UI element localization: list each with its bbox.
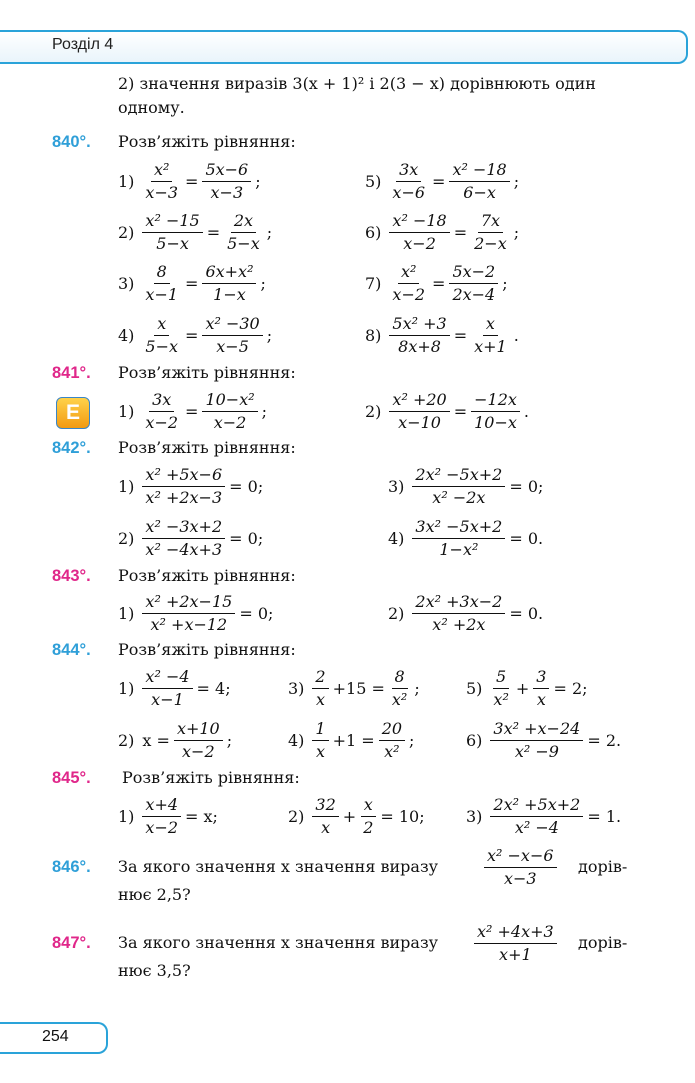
numerator: 2x² +3x−2 <box>412 593 505 614</box>
numerator: 32 <box>312 796 338 817</box>
denominator: x−3 <box>210 182 244 202</box>
denominator: 8x+8 <box>398 336 441 356</box>
fraction <box>471 391 520 432</box>
equation <box>118 716 234 764</box>
operator: = 2; <box>553 678 588 698</box>
denominator: x <box>316 689 326 709</box>
problem-prompt-845: Розв’яжіть рівняння: <box>122 768 300 787</box>
item-label: 3) <box>288 678 305 698</box>
denominator: x−6 <box>392 182 426 202</box>
fraction <box>449 161 509 202</box>
problem-prompt-841: Розв’яжіть рівняння: <box>118 363 296 382</box>
fraction <box>389 668 410 709</box>
numerator: −12x <box>471 391 520 412</box>
denominator: x−2 <box>145 817 179 837</box>
problem-text-846-end: дорів- <box>578 857 628 876</box>
fraction <box>174 720 223 761</box>
equation <box>118 259 268 307</box>
numerator: x² +5x−6 <box>142 466 225 487</box>
item-label: 4) <box>388 528 405 548</box>
equation <box>118 664 233 712</box>
fraction <box>379 720 405 761</box>
equation <box>388 462 545 510</box>
equation <box>365 387 531 435</box>
operator: + <box>342 806 357 826</box>
operator: = <box>185 171 199 191</box>
numerator: x² −18 <box>389 212 449 233</box>
fraction <box>202 391 257 432</box>
equation <box>388 589 545 637</box>
problem-text-847-end: дорів- <box>578 933 628 952</box>
operator: = 4; <box>196 678 231 698</box>
fraction <box>389 161 428 202</box>
section-title: Розділ 4 <box>52 36 114 53</box>
fraction <box>142 315 181 356</box>
problem-prompt-844: Розв’яжіть рівняння: <box>118 640 296 659</box>
denominator: x−2 <box>392 284 426 304</box>
fraction <box>471 212 510 253</box>
fraction <box>142 161 181 202</box>
item-label: 1) <box>118 603 135 623</box>
operator: ; <box>502 273 508 293</box>
numerator: 3 <box>533 668 549 689</box>
numerator: 2x² −5x+2 <box>412 466 505 487</box>
denominator: x² −2x <box>432 487 486 507</box>
denominator: x² +x−12 <box>150 614 228 634</box>
numerator: 10−x² <box>202 391 257 412</box>
problem-number-847: 847°. <box>52 934 91 952</box>
problem-number-841: 841°. <box>52 364 91 382</box>
problem-number-842: 842°. <box>52 439 91 457</box>
operator: +1 = <box>332 730 375 750</box>
numerator: x² −15 <box>142 212 202 233</box>
equation <box>466 716 623 764</box>
denominator: 1−x² <box>439 539 479 559</box>
operator: . <box>523 401 530 421</box>
fraction <box>412 518 505 559</box>
denominator: 1−x <box>213 284 246 304</box>
problem-number-844: 844°. <box>52 641 91 659</box>
numerator: 2x <box>231 212 256 233</box>
fraction <box>360 796 376 837</box>
problem-number-840: 840°. <box>52 133 91 151</box>
item-label: 6) <box>365 222 382 242</box>
operator: . <box>513 325 519 345</box>
operator: = <box>185 273 199 293</box>
numerator: 5x² +3 <box>389 315 449 336</box>
numerator: 3x² −5x+2 <box>412 518 505 539</box>
item-label: 2) <box>118 222 135 242</box>
denominator: x² <box>391 689 408 709</box>
equation <box>365 259 510 307</box>
equation <box>365 208 521 256</box>
denominator: 2 <box>363 817 374 837</box>
item-label: 2) <box>118 730 135 750</box>
problem-text-846: За якого значення x значення виразу <box>118 857 439 876</box>
operator: ; <box>260 273 266 293</box>
fraction <box>142 391 181 432</box>
item-label: 7) <box>365 273 382 293</box>
item-label: 4) <box>118 325 135 345</box>
page-number: 254 <box>42 1028 69 1045</box>
numerator: x+4 <box>142 796 181 817</box>
numerator: x² −3x+2 <box>142 518 225 539</box>
numerator: 2 <box>312 668 328 689</box>
equation <box>118 462 265 510</box>
item-label: 4) <box>288 730 305 750</box>
numerator: x² −x−6 <box>484 847 557 868</box>
denominator: x² +2x <box>432 614 486 634</box>
e-badge-icon: E <box>56 397 90 429</box>
numerator: 8 <box>392 668 408 689</box>
denominator: 10−x <box>474 412 517 432</box>
denominator: x <box>316 741 326 761</box>
item-label: 1) <box>118 476 135 496</box>
numerator: x <box>483 315 498 336</box>
fraction <box>142 518 225 559</box>
problem-number-845: 845°. <box>52 769 91 787</box>
operator: = 0; <box>509 476 544 496</box>
fraction <box>142 668 192 709</box>
intro-line-1: 2) значення виразів 3(x + 1)² і 2(3 − x) дорівнюють один <box>118 74 596 93</box>
denominator: 5−x <box>156 233 189 253</box>
denominator: x−2 <box>403 233 436 253</box>
denominator: x² +2x−3 <box>145 487 223 507</box>
operator: = <box>185 325 199 345</box>
fraction <box>202 161 251 202</box>
fraction <box>389 391 449 432</box>
operator: = x; <box>185 806 218 826</box>
operator: = 10; <box>380 806 425 826</box>
denominator: x <box>321 817 331 837</box>
operator: ; <box>226 730 233 750</box>
expression-fraction-847 <box>472 919 559 967</box>
denominator: 2−x <box>474 233 507 253</box>
item-label: 6) <box>466 730 483 750</box>
fraction <box>142 466 225 507</box>
operator: +15 = <box>332 678 385 698</box>
fraction <box>142 212 202 253</box>
equation <box>118 792 220 840</box>
problem-prompt-842: Розв’яжіть рівняння: <box>118 438 296 457</box>
equation <box>118 311 274 359</box>
numerator: 20 <box>379 720 405 741</box>
denominator: x−1 <box>145 284 179 304</box>
numerator: 7x <box>478 212 503 233</box>
fraction <box>412 593 505 634</box>
operator: x = <box>142 730 170 750</box>
operator: + <box>515 678 530 698</box>
denominator: x+1 <box>474 336 507 356</box>
equation <box>466 792 623 840</box>
denominator: x−2 <box>145 412 179 432</box>
operator: ; <box>266 222 273 242</box>
numerator: 8 <box>154 263 170 284</box>
problem-number-846: 846°. <box>52 858 91 876</box>
denominator: x−2 <box>213 412 247 432</box>
item-label: 8) <box>365 325 382 345</box>
operator: = <box>453 325 468 345</box>
operator: ; <box>409 730 415 750</box>
equation <box>118 208 274 256</box>
denominator: 6−x <box>463 182 496 202</box>
numerator: 2x² +5x+2 <box>490 796 583 817</box>
numerator: x+10 <box>174 720 223 741</box>
fraction <box>389 212 449 253</box>
denominator: x−5 <box>216 336 249 356</box>
operator: ; <box>513 222 520 242</box>
equation <box>118 387 269 435</box>
equation <box>365 311 521 359</box>
fraction <box>224 212 263 253</box>
fraction <box>312 668 328 709</box>
equation <box>288 792 427 840</box>
denominator: x−1 <box>151 689 184 709</box>
section-header <box>0 30 688 64</box>
fraction <box>412 466 505 507</box>
fraction <box>202 315 262 356</box>
problem-prompt-840: Розв’яжіть рівняння: <box>118 132 296 151</box>
fraction <box>389 263 428 304</box>
denominator: x² −4x+3 <box>145 539 223 559</box>
denominator: x−3 <box>503 868 537 888</box>
denominator: x−3 <box>145 182 179 202</box>
fraction <box>312 720 328 761</box>
equation <box>118 157 263 205</box>
item-label: 2) <box>365 401 382 421</box>
equation <box>288 716 416 764</box>
item-label: 5) <box>466 678 483 698</box>
problem-number-843: 843°. <box>52 567 91 585</box>
numerator: 3x² +x−24 <box>490 720 583 741</box>
operator: ; <box>513 171 520 191</box>
numerator: x² <box>398 263 419 284</box>
numerator: 5x−6 <box>202 161 251 182</box>
numerator: 3x <box>396 161 421 182</box>
operator: = 0; <box>229 528 264 548</box>
denominator: x² <box>384 741 400 761</box>
denominator: 5−x <box>227 233 260 253</box>
denominator: x² −4 <box>514 817 559 837</box>
operator: = 1. <box>587 806 622 826</box>
fraction <box>202 263 256 304</box>
operator: = <box>432 171 446 191</box>
fraction <box>533 668 549 709</box>
numerator: x <box>154 315 169 336</box>
item-label: 5) <box>365 171 382 191</box>
numerator: 5x−2 <box>449 263 498 284</box>
fraction <box>389 315 449 356</box>
equation <box>288 664 422 712</box>
operator: ; <box>414 678 420 698</box>
numerator: 5 <box>493 668 509 689</box>
numerator: x² −30 <box>202 315 262 336</box>
item-label: 3) <box>466 806 483 826</box>
item-label: 2) <box>388 603 405 623</box>
fraction <box>312 796 338 837</box>
denominator: 2x−4 <box>452 284 496 304</box>
numerator: x² +2x−15 <box>142 593 235 614</box>
problem-text-847: За якого значення x значення виразу <box>118 933 439 952</box>
operator: ; <box>261 401 268 421</box>
operator: = 0; <box>239 603 274 623</box>
fraction <box>490 720 583 761</box>
denominator: x² −9 <box>514 741 559 761</box>
operator: = 0. <box>509 603 544 623</box>
item-label: 1) <box>118 806 135 826</box>
operator: = 0. <box>509 528 544 548</box>
fraction <box>449 263 498 304</box>
page-number-box <box>0 1022 108 1054</box>
item-label: 3) <box>118 273 135 293</box>
operator: = <box>206 222 221 242</box>
denominator: x−10 <box>398 412 441 432</box>
denominator: 5−x <box>145 336 179 356</box>
numerator: x² +20 <box>389 391 449 412</box>
equation <box>118 514 265 562</box>
item-label: 2) <box>118 528 135 548</box>
numerator: x² −4 <box>142 668 192 689</box>
fraction <box>471 315 510 356</box>
fraction <box>484 847 557 888</box>
denominator: x−2 <box>182 741 215 761</box>
item-label: 1) <box>118 401 135 421</box>
fraction <box>490 796 583 837</box>
intro-line-2: одному. <box>118 98 185 117</box>
fraction <box>474 923 557 964</box>
equation <box>466 664 590 712</box>
operator: = 2. <box>587 730 622 750</box>
operator: = <box>432 273 446 293</box>
fraction <box>142 263 181 304</box>
numerator: x <box>361 796 376 817</box>
numerator: x² −18 <box>449 161 509 182</box>
item-label: 1) <box>118 678 135 698</box>
denominator: x <box>536 689 546 709</box>
numerator: 1 <box>312 720 328 741</box>
operator: ; <box>266 325 273 345</box>
expression-fraction-846 <box>482 843 559 891</box>
equation <box>365 157 521 205</box>
problem-text-846-line2: нює 2,5? <box>118 885 191 904</box>
equation <box>388 514 545 562</box>
problem-prompt-843: Розв’яжіть рівняння: <box>118 566 296 585</box>
denominator: x² <box>493 689 509 709</box>
fraction <box>142 796 181 837</box>
fraction <box>490 668 511 709</box>
operator: = <box>185 401 199 421</box>
equation <box>118 589 275 637</box>
operator: = <box>453 222 468 242</box>
item-label: 1) <box>118 171 135 191</box>
numerator: x² +4x+3 <box>474 923 557 944</box>
numerator: 6x+x² <box>202 263 256 284</box>
fraction <box>142 593 235 634</box>
operator: ; <box>255 171 261 191</box>
item-label: 3) <box>388 476 405 496</box>
operator: = 0; <box>229 476 264 496</box>
denominator: x+1 <box>499 944 532 964</box>
operator: = <box>453 401 468 421</box>
problem-text-847-line2: нює 3,5? <box>118 961 191 980</box>
item-label: 2) <box>288 806 305 826</box>
numerator: x² <box>151 161 172 182</box>
numerator: 3x <box>149 391 174 412</box>
